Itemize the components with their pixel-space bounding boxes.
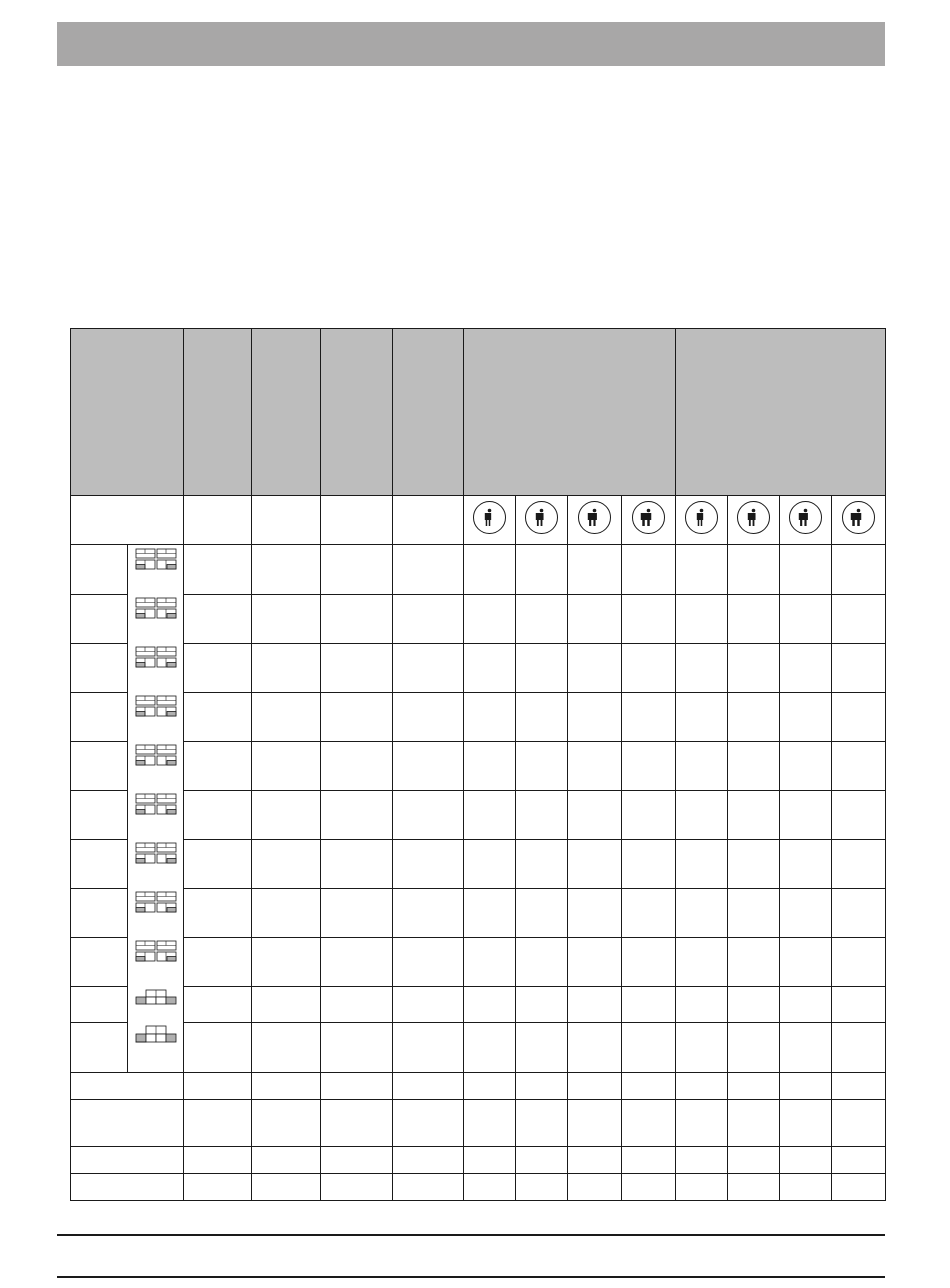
table-cell — [676, 643, 728, 692]
table-cell — [780, 790, 832, 839]
table-cell — [832, 692, 886, 741]
table-cell — [832, 643, 886, 692]
table-cell — [622, 741, 676, 790]
table-cell — [568, 1022, 622, 1073]
summary-row — [71, 1073, 886, 1100]
table-cell — [393, 937, 464, 986]
row-label-cell — [71, 741, 128, 790]
summary-label-cell — [71, 1174, 184, 1201]
table-cell — [321, 790, 393, 839]
table-cell — [568, 1073, 622, 1100]
footer-rule-top — [57, 1234, 885, 1236]
table-cell — [184, 1022, 252, 1073]
summary-label-cell — [71, 1147, 184, 1174]
row-icon-cell — [128, 790, 184, 839]
table-cell — [622, 692, 676, 741]
table-cell — [321, 986, 393, 1022]
row-label-cell — [71, 692, 128, 741]
table-cell — [728, 1073, 780, 1100]
table-cell — [184, 937, 252, 986]
table-cell — [622, 594, 676, 643]
table-cell — [464, 937, 516, 986]
person-icon — [525, 501, 558, 534]
person-icon-cell — [780, 496, 832, 545]
table-cell — [393, 1073, 464, 1100]
table-cell — [516, 741, 568, 790]
table-cell — [622, 790, 676, 839]
table-cell — [832, 790, 886, 839]
row-icon-cell — [128, 986, 184, 1022]
person-icon-cell — [568, 496, 622, 545]
table-cell — [252, 1174, 321, 1201]
table-cell — [676, 1147, 728, 1174]
grid-layout-icon — [135, 646, 177, 668]
table-cell — [568, 741, 622, 790]
person-icon-cell — [676, 496, 728, 545]
table-cell — [393, 1022, 464, 1073]
table-cell — [568, 1147, 622, 1174]
summary-row — [71, 1174, 886, 1201]
table-cell — [568, 986, 622, 1022]
row-icon-cell — [128, 888, 184, 937]
person-icon-cell — [832, 496, 886, 545]
table-cell — [184, 1100, 252, 1147]
row-label-cell — [71, 937, 128, 986]
table-cell — [676, 888, 728, 937]
table-cell — [321, 692, 393, 741]
table-cell — [464, 643, 516, 692]
table-cell — [780, 741, 832, 790]
header-group-cell — [464, 329, 676, 496]
symbol-cell — [321, 496, 393, 545]
header-cell — [71, 329, 184, 496]
table-cell — [184, 790, 252, 839]
table-cell — [676, 790, 728, 839]
grid-layout-icon — [135, 793, 177, 815]
table-cell — [516, 1022, 568, 1073]
table-row — [71, 594, 886, 643]
row-icon-cell — [128, 692, 184, 741]
table-cell — [832, 1022, 886, 1073]
table-cell — [568, 643, 622, 692]
summary-label-cell — [71, 1100, 184, 1147]
table-cell — [832, 1147, 886, 1174]
person-icon — [578, 501, 611, 534]
table-cell — [676, 1022, 728, 1073]
table-cell — [321, 1100, 393, 1147]
table-cell — [252, 1073, 321, 1100]
header-cell — [184, 329, 252, 496]
table-cell — [184, 1147, 252, 1174]
table-cell — [184, 741, 252, 790]
table-cell — [622, 888, 676, 937]
table-cell — [252, 1022, 321, 1073]
table-cell — [622, 1022, 676, 1073]
table-cell — [321, 1174, 393, 1201]
table-cell — [393, 1100, 464, 1147]
table-cell — [252, 888, 321, 937]
row-icon-cell — [128, 1022, 184, 1073]
person-icon — [842, 501, 875, 534]
table-row — [71, 545, 886, 595]
table-cell — [676, 692, 728, 741]
table-cell — [622, 643, 676, 692]
table-cell — [676, 1073, 728, 1100]
table-cell — [832, 1073, 886, 1100]
table-cell — [832, 741, 886, 790]
table-cell — [728, 1100, 780, 1147]
row-icon-cell — [128, 594, 184, 643]
table-cell — [832, 545, 886, 595]
table-cell — [568, 594, 622, 643]
person-icon-cell — [464, 496, 516, 545]
table-cell — [780, 1100, 832, 1147]
row-icon-cell — [128, 937, 184, 986]
table-cell — [464, 692, 516, 741]
table-cell — [252, 1100, 321, 1147]
table-cell — [252, 741, 321, 790]
table-cell — [321, 1022, 393, 1073]
table-cell — [464, 839, 516, 888]
table-cell — [568, 692, 622, 741]
row-icon-cell — [128, 741, 184, 790]
table-cell — [321, 839, 393, 888]
row-label-cell — [71, 839, 128, 888]
table-cell — [676, 545, 728, 595]
row-label-cell — [71, 888, 128, 937]
table-cell — [728, 1174, 780, 1201]
table-cell — [321, 1073, 393, 1100]
table-cell — [464, 741, 516, 790]
table-row — [71, 692, 886, 741]
table-cell — [252, 790, 321, 839]
table-header-row — [71, 329, 886, 496]
table-cell — [464, 594, 516, 643]
table-cell — [184, 643, 252, 692]
table-cell — [184, 594, 252, 643]
table-cell — [832, 888, 886, 937]
table-cell — [464, 888, 516, 937]
table-cell — [832, 1174, 886, 1201]
table-cell — [622, 545, 676, 595]
table-cell — [622, 937, 676, 986]
table-cell — [184, 692, 252, 741]
table-cell — [464, 1100, 516, 1147]
table-cell — [832, 594, 886, 643]
table-cell — [780, 839, 832, 888]
table-cell — [464, 545, 516, 595]
table-row — [71, 986, 886, 1022]
table-cell — [252, 1147, 321, 1174]
table-cell — [780, 888, 832, 937]
table-cell — [516, 594, 568, 643]
table-cell — [184, 888, 252, 937]
table-cell — [393, 790, 464, 839]
table-cell — [321, 888, 393, 937]
table-cell — [252, 594, 321, 643]
row-icon-cell — [128, 643, 184, 692]
table-cell — [676, 839, 728, 888]
table-cell — [568, 790, 622, 839]
table-cell — [321, 1147, 393, 1174]
table-cell — [516, 839, 568, 888]
table-cell — [464, 986, 516, 1022]
table-cell — [728, 937, 780, 986]
table-cell — [676, 937, 728, 986]
table-cell — [516, 937, 568, 986]
table-cell — [516, 986, 568, 1022]
person-icon-cell — [516, 496, 568, 545]
table-row — [71, 741, 886, 790]
table-cell — [393, 692, 464, 741]
summary-label-cell — [71, 1073, 184, 1100]
table-cell — [780, 1174, 832, 1201]
table-row — [71, 937, 886, 986]
table-cell — [832, 937, 886, 986]
table-cell — [728, 741, 780, 790]
table-cell — [568, 545, 622, 595]
table-cell — [184, 1073, 252, 1100]
table-cell — [393, 1174, 464, 1201]
table-row — [71, 790, 886, 839]
table-cell — [728, 888, 780, 937]
table-cell — [393, 986, 464, 1022]
table-row — [71, 1022, 886, 1073]
table-cell — [622, 1174, 676, 1201]
table-cell — [252, 643, 321, 692]
table-cell — [676, 1174, 728, 1201]
table-cell — [832, 986, 886, 1022]
table-cell — [516, 1174, 568, 1201]
table-cell — [464, 790, 516, 839]
table-cell — [832, 839, 886, 888]
person-icon — [789, 501, 822, 534]
row-icon-cell — [128, 545, 184, 595]
table-row — [71, 839, 886, 888]
person-icon-cell — [622, 496, 676, 545]
table-cell — [184, 545, 252, 595]
grid-layout-icon — [135, 548, 177, 570]
table-cell — [676, 1100, 728, 1147]
table-cell — [252, 839, 321, 888]
table-cell — [728, 545, 780, 595]
summary-row — [71, 1147, 886, 1174]
table-cell — [393, 888, 464, 937]
table-cell — [728, 643, 780, 692]
table-cell — [516, 545, 568, 595]
table-row — [71, 888, 886, 937]
table-row — [71, 643, 886, 692]
table-cell — [516, 1100, 568, 1147]
grid-layout-icon — [135, 842, 177, 864]
table-cell — [321, 545, 393, 595]
table-cell — [728, 594, 780, 643]
header-cell — [393, 329, 464, 496]
header-cell — [321, 329, 393, 496]
row-label-cell — [71, 643, 128, 692]
table-cell — [728, 839, 780, 888]
table-cell — [393, 1147, 464, 1174]
table-cell — [728, 1022, 780, 1073]
person-icon — [685, 501, 718, 534]
person-icon — [737, 501, 770, 534]
table-cell — [252, 545, 321, 595]
row-icon-cell — [128, 839, 184, 888]
symbol-row — [71, 496, 886, 545]
table-cell — [780, 937, 832, 986]
table-cell — [393, 545, 464, 595]
table-cell — [184, 1174, 252, 1201]
person-icon-cell — [728, 496, 780, 545]
symbol-cell — [71, 496, 184, 545]
row-label-cell — [71, 1022, 128, 1073]
table-cell — [622, 1100, 676, 1147]
table-cell — [780, 545, 832, 595]
person-icon — [632, 501, 665, 534]
footer-rule-bottom — [57, 1276, 885, 1278]
table-cell — [568, 1174, 622, 1201]
table-cell — [516, 1073, 568, 1100]
stack-layout-icon — [135, 1025, 177, 1053]
table-cell — [568, 1100, 622, 1147]
table-cell — [516, 790, 568, 839]
table-cell — [780, 692, 832, 741]
table-cell — [832, 1100, 886, 1147]
table-cell — [321, 643, 393, 692]
table-cell — [728, 1147, 780, 1174]
table-cell — [464, 1073, 516, 1100]
table-cell — [676, 986, 728, 1022]
table-cell — [728, 790, 780, 839]
table-cell — [676, 594, 728, 643]
table-cell — [676, 741, 728, 790]
table-cell — [321, 741, 393, 790]
stack-layout-icon — [135, 989, 177, 1013]
table-cell — [393, 643, 464, 692]
table-cell — [780, 1147, 832, 1174]
table-cell — [780, 594, 832, 643]
table-cell — [252, 937, 321, 986]
table-cell — [393, 741, 464, 790]
table-cell — [321, 594, 393, 643]
table-cell — [464, 1022, 516, 1073]
table-cell — [393, 839, 464, 888]
table-cell — [516, 1147, 568, 1174]
table-cell — [622, 839, 676, 888]
header-cell — [252, 329, 321, 496]
table-cell — [622, 986, 676, 1022]
table-cell — [568, 937, 622, 986]
table-cell — [516, 643, 568, 692]
grid-layout-icon — [135, 891, 177, 913]
data-table — [70, 328, 885, 1201]
table-cell — [252, 692, 321, 741]
symbol-cell — [252, 496, 321, 545]
table-cell — [252, 986, 321, 1022]
symbol-cell — [184, 496, 252, 545]
header-group-cell — [676, 329, 886, 496]
header-bar — [57, 22, 885, 66]
table-cell — [568, 888, 622, 937]
table-cell — [728, 692, 780, 741]
table-cell — [184, 839, 252, 888]
table-cell — [728, 986, 780, 1022]
table-cell — [622, 1073, 676, 1100]
table-cell — [568, 839, 622, 888]
table-cell — [780, 986, 832, 1022]
table-cell — [780, 1073, 832, 1100]
table-cell — [464, 1147, 516, 1174]
symbol-cell — [393, 496, 464, 545]
table-cell — [780, 643, 832, 692]
table-cell — [321, 937, 393, 986]
table-cell — [780, 1022, 832, 1073]
grid-layout-icon — [135, 597, 177, 619]
table-cell — [184, 986, 252, 1022]
grid-layout-icon — [135, 695, 177, 717]
row-label-cell — [71, 594, 128, 643]
grid-layout-icon — [135, 940, 177, 962]
row-label-cell — [71, 790, 128, 839]
table-cell — [516, 888, 568, 937]
row-label-cell — [71, 545, 128, 595]
row-label-cell — [71, 986, 128, 1022]
table-cell — [622, 1147, 676, 1174]
table-cell — [516, 692, 568, 741]
table-cell — [464, 1174, 516, 1201]
summary-row — [71, 1100, 886, 1147]
person-icon — [473, 501, 506, 534]
grid-layout-icon — [135, 744, 177, 766]
table-cell — [393, 594, 464, 643]
